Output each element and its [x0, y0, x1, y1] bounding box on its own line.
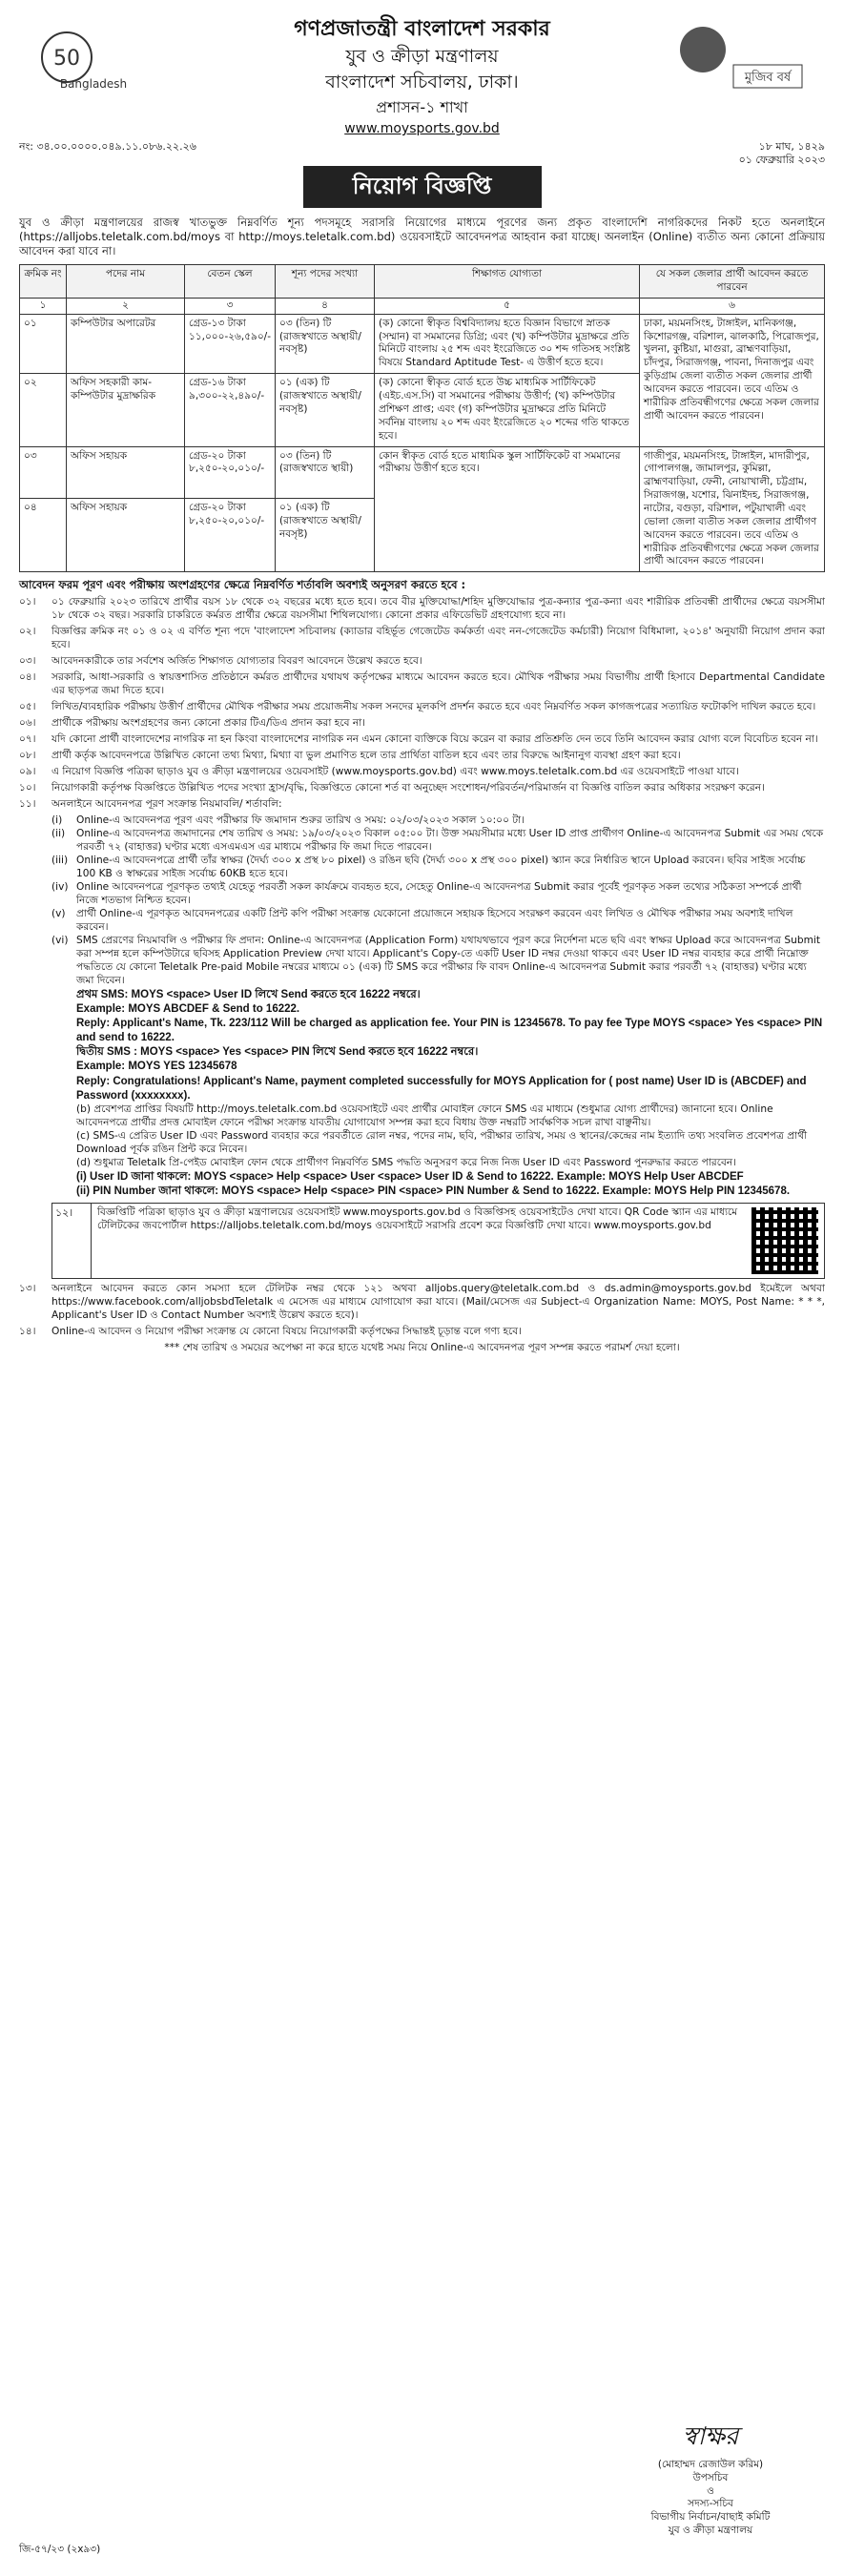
svg-text:মুজিব বর্ষ: মুজিব বর্ষ [744, 71, 792, 85]
svg-text:Bangladesh: Bangladesh [59, 77, 128, 91]
svg-text:50: 50 [53, 47, 80, 71]
online-rule: (v) প্রার্থী Online-এ পূরণকৃত আবেদনপত্রের একটি প্রিন্ট কপি পরীক্ষা সংক্রান্ত যেকোনো প্রয়োজনে সহায়ক হিসেবে সংরক্ষণ করবেন এবং লিখিত ও মৌখিক পরীক্ষার সময় অবশ্যই দাখিল করবেন। [51, 907, 793, 933]
govt-title: গণপ্রজাতন্ত্রী বাংলাদেশ সরকার [294, 17, 550, 41]
footer-reference: জি-৫৭/২৩ (২x৯৩) [19, 2544, 101, 2556]
memo-date: ১৮ মাঘ, ১৪২৯ ০১ ফেব্রুয়ারি ২০২৩ [738, 139, 825, 167]
rule-item: ০১। ০১ ফেব্রুয়ারি ২০২৩ তারিখে প্রার্থীর বয়স ১৮ থেকে ৩২ বছরের মধ্যে হতে হবে। তবে বীর মুক্তিযোদ্ধা/শহিদ মুক্তিযোদ্ধার পুত্র-কন্যার পুত্র-কন্যা এবং শারীরিক প্রতিবন্ধী প্রার্থীদের ক্ষেত্রে বয়সসীমা ১৮ থেকে ৩২ বছর। সরকারি চাকরিতে কর্মরত প্রার্থীর ক্ষেত্রে বয়সসীমা শিথিলযোগ্য। কোনো প্রকার এফিডেভিট গ্রহণযোগ্য হবে না। [19, 596, 825, 622]
table-row: ০৪ অফিস সহায়ক গ্রেড-২০ টাকা ৮,২৫০-২০,০১০/- ০১ (এক) টি (রাজস্বখাতে অস্থায়ী/নবসৃষ্ট) [20, 499, 825, 572]
rules-title: আবেদন ফরম পূরণ এবং পরীক্ষায় অংশগ্রহণের ক্ষেত্রে নিম্নবর্ণিত শর্তাবলি অবশ্যই অনুসরণ করতে হবে : [19, 578, 466, 592]
rule-item: ১১। অনলাইনে আবেদনপত্র পূরণ সংক্রান্ত নিয়মাবলি/ শর্তাবলি: [19, 798, 282, 810]
rule-item: ০৮। প্রার্থী কর্তৃক আবেদনপত্রে উল্লিখিত কোনো তথ্য মিথ্যা, মিথ্যা বা ভুল প্রমাণিত হলে তার প্রার্থিতা বাতিল হবে এবং তার বিরুদ্ধে আইনানুগ ব্যবস্থা গ্রহণ করা হবে। [19, 750, 681, 762]
jobs-table: ক্রমিক নং পদের নাম বেতন স্কেল শূন্য পদের সংখ্যা শিক্ষাগত যোগ্যতা যে সকল জেলার প্রার্থী আবেদন করতে পারবেন ১ ২ ৩ ৪ ৫ ৬ ০১ কম্পিউটার অপারেটর গ্রেড-১৩ টাকা ১১,০০০-২৬,৫৯০/- ০৩ (তিন) টি (রাজস্বখাতে অস্থায়ী/নবসৃষ্ট) (ক) কোনো স্বীকৃত বিশ্ববিদ্যালয় হতে বিজ্ঞান বিভাগে স্নাতক (সম্মান) বা সমমানের ডিগ্রি; এবং (খ) কম্পিউটার মুদ্রাক্ষরে প্রতি মিনিটে বাংলায় ২৫ শব্দ এবং ইংরেজিতে ৩০ শব্দ গতিসহ সংশ্লিষ্ট বিষয়ে Standard Aptitude Test- এ উত্তীর্ণ হতে হবে। ঢাকা, ময়মনসিংহ, টাঙ্গাইল, মানিকগঞ্জ, কিশোরগঞ্জ, বরিশাল, ঝালকাঠি, পিরোজপুর, খুলনা, কুষ্টিয়া, মাগুরা, ব্রাহ্মণবাড়িয়া, চাঁদপুর, সিরাজগঞ্জ, পাবনা, দিনাজপুর এবং কুড়িগ্রাম জেলা ব্যতীত সকল জেলার প্রার্থী আবেদন করতে পারবেন। তবে এতিম ও শারীরিক প্রতিবন্ধীগণের ক্ষেত্রে সকল জেলার প্রার্থী আবেদন করতে পারবেন। ০২ অফিস সহকারী কাম-কম্পিউটার মুদ্রাক্ষরিক গ্রেড-১৬ টাকা ৯,৩০০-২২,৪৯০/- ০১ (এক) টি (রাজস্বখাতে অস্থায়ী/নবসৃষ্ট) (ক) কোনো স্বীকৃত বোর্ড হতে উচ্চ মাধ্যমিক সার্টিফিকেট (এইচ.এস.সি) বা সমমানের পরীক্ষায় উত্তীর্ণ; (খ) কম্পিউটার প্রশিক্ষণ প্রাপ্ত; এবং (গ) কম্পিউটার মুদ্রাক্ষরে প্রতি মিনিটে সর্বনিম্ন বাংলায় ২০ শব্দ এবং ইংরেজিতে ২০ শব্দের গতি থাকতে হবে। ০৩ অফিস সহায়ক গ্রেড-২০ টাকা ৮,২৫০-২০,০১০/- ০৩ (তিন) টি (রাজস্বখাতে স্থায়ী) কোন স্বীকৃত বোর্ড হতে মাধ্যমিক স্কুল সার্টিফিকেট বা সমমানের পরীক্ষায় উত্তীর্ণ হতে হবে। গাজীপুর, ময়মনসিংহ, টাঙ্গাইল, মাদারীপুর, গোপালগঞ্জ, জামালপুর, কুমিল্লা, ব্রাহ্মণবাড়িয়া, ফেনী, নোয়াখালী, চট্টগ্রাম, সিরাজগঞ্জ, যশোর, ঝিনাইদহ, সিরাজগঞ্জ, নাটোর, বগুড়া, বরিশাল, পটুয়াখালী এবং ভোলা জেলা ব্যতীত সকল জেলার প্রার্থীগণ আবেদন করতে পারবেন। তবে এতিম ও শারীরিক প্রতিবন্ধীগণের ক্ষেত্রে সকল জেলার প্রার্থী আবেদন করতে পারবেন। ০৪ অফিস সহায়ক গ্রেড-২০ টাকা ৮,২৫০-২০,০১০/- ০১ (এক) টি (রাজস্বখাতে অস্থায়ী/নবসৃষ্ট) [19, 264, 825, 572]
mujib-borsho-logo [665, 19, 808, 95]
ministry-name: যুব ও ক্রীড়া মন্ত্রণালয় [345, 46, 499, 68]
intro-paragraph: যুব ও ক্রীড়া মন্ত্রণালয়ের রাজস্ব খাতভুক্ত নিম্নবর্ণিত শূন্য পদসমূহে সরাসরি নিয়োগের মাধ্যমে পূরণের জন্য প্রকৃত বাংলাদেশি নাগরিকদের নিকট হতে অনলাইনে (https://alljobs.teletalk.com.bd/moys বা http://moys.teletalk.com.bd) ওয়েবসাইটে আবেদনপত্র আহবান করা যাচ্ছে। অনলাইন (Online) ব্যতীত অন্য কোনো প্রক্রিয়ায় আবেদন করা যাবে না। [19, 215, 825, 258]
rules-list [19, 596, 825, 812]
rule-item: ১০। নিয়োগকারী কর্তৃপক্ষ বিজ্ঞপ্তিতে উল্লিখিত পদের সংখ্যা হ্রাস/বৃদ্ধি, বিজ্ঞপ্তিতে কোনো শর্ত বা অনুচ্ছেদ সংশোধন/পরিবর্তন/পরিমার্জন বা বিজ্ঞপ্তি বাতিল করার অধিকার সংরক্ষণ করেন। [19, 782, 765, 794]
table-row: ০৩ অফিস সহায়ক গ্রেড-২০ টাকা ৮,২৫০-২০,০১০/- ০৩ (তিন) টি (রাজস্বখাতে স্থায়ী) কোন স্বীকৃত বোর্ড হতে মাধ্যমিক স্কুল সার্টিফিকেট বা সমমানের পরীক্ষায় উত্তীর্ণ হতে হবে। গাজীপুর, ময়মনসিংহ, টাঙ্গাইল, মাদারীপুর, গোপালগঞ্জ, জামালপুর, কুমিল্লা, ব্রাহ্মণবাড়িয়া, ফেনী, নোয়াখালী, চট্টগ্রাম, সিরাজগঞ্জ, যশোর, ঝিনাইদহ, সিরাজগঞ্জ, নাটোর, বগুড়া, বরিশাল, পটুয়াখালী এবং ভোলা জেলা ব্যতীত সকল জেলার প্রার্থীগণ আবেদন করতে পারবেন। তবে এতিম ও শারীরিক প্রতিবন্ধীগণের ক্ষেত্রে সকল জেলার প্রার্থী আবেদন করতে পারবেন। [20, 446, 825, 499]
qr-section: ১২। বিজ্ঞপ্তিটি পত্রিকা ছাড়াও যুব ও ক্রীড়া মন্ত্রণালয়ের ওয়েবসাইট www.moysports.gov.bd ও বিজ্ঞপ্তিসহ ওয়েবসাইটেও দেখা যাবে। QR Code স্ক্যান এর মাধ্যমে টেলিটকের জবপোর্টাল https://alljobs.teletalk.com.bd/moys ওয়েবসাইটে সরাসরি প্রবেশ করে বিজ্ঞপ্তিটি দেখা যাবে। www.moysports.gov.bd [51, 1203, 825, 1279]
rule-item: ০৪। সরকারি, আধা-সরকারি ও স্বায়ত্তশাসিত প্রতিষ্ঠানে কর্মরত প্রার্থীদের যথাযথ কর্তৃপক্ষের মাধ্যমে আবেদন করতে হবে। মৌখিক পরীক্ষার সময় বিভাগীয় প্রার্থী হিসাবে Departmental Candidate এর ছাড়পত্র জমা দিতে হবে। [19, 671, 825, 697]
online-rule: (ii) Online-এ আবেদনপত্র জমাদানের শেষ তারিখ ও সময়: ১৯/০৩/২০২৩ বিকাল ০৫:০০ টা। উক্ত সময়সীমার মধ্যে User ID প্রাপ্ত প্রার্থীগণ Online-এ আবেদনপত্র Submit এর সময় থেকে পরবর্তী ৭২ (বাহাত্তর) ঘণ্টার মধ্যে এসএমএস এর মাধ্যমে পরীক্ষার ফি জমা দিতে পারবেন। [51, 827, 824, 853]
col-header: যে সকল জেলার প্রার্থী আবেদন করতে পারবেন [640, 265, 825, 299]
rule-item: ০৩। আবেদনকারীকে তার সর্বশেষ অর্জিত শিক্ষাগত যোগ্যতার বিবরণ আবেদনে উল্লেখ করতে হবে। [19, 655, 422, 668]
col-header: শূন্য পদের সংখ্যা [276, 265, 375, 299]
col-header: পদের নাম [67, 265, 185, 299]
bangladesh-50-logo [36, 21, 151, 97]
sms-instructions: প্রথম SMS: MOYS <space> User ID লিখে Send করতে হবে 16222 নম্বরে। Example: MOYS ABCDEF & Send to 16222. Reply: Applicant's Name, Tk. 223/112 Will be charged as application fee. Your PIN is 12345678. To pay fee Type MOYS <space> Yes <space> PIN and send to 16222. দ্বিতীয় SMS : MOYS <space> Yes <space> PIN লিখে Send করতে হবে 16222 নম্বরে। Example: MOYS YES 12345678 Reply: Congratulations! Applicant's Name, payment completed successfully for MOYS Application for ( post name) User ID is (ABCDEF) and Password (xxxxxxxx). (b) প্রবেশপত্র প্রাপ্তির বিষয়টি http://moys.teletalk.com.bd ওয়েবসাইটে এবং প্রার্থীর মোবাইল ফোনে SMS এর মাধ্যমে (শুধুমাত্র যোগ্য প্রার্থীদের) জানানো হবে। Online আবেদনপত্রে প্রার্থীর প্রদত্ত মোবাইল ফোনে পরীক্ষা সংক্রান্ত যাবতীয় যোগাযোগ সম্পন্ন করা হবে বিধায় উক্ত নম্বরটি সার্বক্ষণিক সচল রাখা বাঞ্ছনীয়। (c) SMS-এ প্রেরিত User ID এবং Password ব্যবহার করে পরবর্তীতে রোল নম্বর, পদের নাম, ছবি, পরীক্ষার তারিখ, সময় ও স্থানের/কেন্দ্রের নাম ইত্যাদি তথ্য সংবলিত প্রবেশপত্র প্রার্থী Download পূর্বক রঙিন প্রিন্ট করে নিবেন। (d) শুধুমাত্র Teletalk প্রি-পেইড মোবাইল ফোন থেকে প্রার্থীগণ নিম্নবর্ণিত SMS পদ্ধতি অনুসরণ করে নিজ নিজ User ID এবং Password পুনরুদ্ধার করতে পারবেন। (i) User ID জানা থাকলে: MOYS <space> Help <space> User <space> User ID & Send to 16222. Example: MOYS Help User ABCDEF (ii) PIN Number জানা থাকলে: MOYS <space> Help <space> PIN <space> PIN Number & Send to 16222. Example: MOYS Help PIN 12345678. [76, 988, 823, 1197]
col-header: বেতন স্কেল [185, 265, 276, 299]
rule-item: ১৪। Online-এ আবেদন ও নিয়োগ পরীক্ষা সংক্রান্ত যে কোনো বিষয়ে নিয়োগকারী কর্তৃপক্ষের সিদ্ধান্তই চূড়ান্ত বলে গণ্য হবে। [19, 1326, 522, 1338]
final-rules [19, 1283, 825, 1339]
signature-block: স্বাক্ষর (মোহাম্মদ রেজাউল করিম) উপসচিব ও সদস্য-সচিব বিভাগীয় নির্বাচন/বাছাই কমিটি যুব ও ক্রীড়া মন্ত্রণালয় [615, 2421, 806, 2538]
online-rule: (vi) SMS প্রেরণের নিয়মাবলি ও পরীক্ষার ফি প্রদান: Online-এ আবেদনপত্র (Application Form) যথাযথভাবে পূরণ করে নির্দেশনা মতে ছবি এবং স্বাক্ষর Upload করে আবেদনপত্র Submit করা সম্পন্ন হলে কম্পিউটারে ছবিসহ Application Preview দেখা যাবে। Applicant's Copy-তে একটি User ID নম্বর দেওয়া থাকবে এবং User ID নম্বর ব্যবহার করে প্রার্থী নিম্নোক্ত পদ্ধতিতে যে কোনো Teletalk Pre-paid Mobile নম্বরের মাধ্যমে ০১ (এক) টি SMS করে পরীক্ষার ফি বাবদ Online-এ আবেদনপত্র Submit করার পরবর্তী ৭২ (বাহাত্তর) ঘণ্টার মধ্যে জমা দিবেন। [51, 934, 820, 986]
rule-item: ০৬। প্রার্থীকে পরীক্ষায় অংশগ্রহণের জন্য কোনো প্রকার টিএ/ডিএ প্রদান করা হবে না। [19, 717, 366, 730]
table-row: ০২ অফিস সহকারী কাম-কম্পিউটার মুদ্রাক্ষরিক গ্রেড-১৬ টাকা ৯,৩০০-২২,৪৯০/- ০১ (এক) টি (রাজস্বখাতে অস্থায়ী/নবসৃষ্ট) (ক) কোনো স্বীকৃত বোর্ড হতে উচ্চ মাধ্যমিক সার্টিফিকেট (এইচ.এস.সি) বা সমমানের পরীক্ষায় উত্তীর্ণ; (খ) কম্পিউটার প্রশিক্ষণ প্রাপ্ত; এবং (গ) কম্পিউটার মুদ্রাক্ষরে প্রতি মিনিটে সর্বনিম্ন বাংলায় ২০ শব্দ এবং ইংরেজিতে ২০ শব্দের গতি থাকতে হবে। [20, 374, 825, 446]
table-row: ০১ কম্পিউটার অপারেটর গ্রেড-১৩ টাকা ১১,০০০-২৬,৫৯০/- ০৩ (তিন) টি (রাজস্বখাতে অস্থায়ী/নবসৃষ্ট) (ক) কোনো স্বীকৃত বিশ্ববিদ্যালয় হতে বিজ্ঞান বিভাগে স্নাতক (সম্মান) বা সমমানের ডিগ্রি; এবং (খ) কম্পিউটার মুদ্রাক্ষরে প্রতি মিনিটে বাংলায় ২৫ শব্দ এবং ইংরেজিতে ৩০ শব্দ গতিসহ সংশ্লিষ্ট বিষয়ে Standard Aptitude Test- এ উত্তীর্ণ হতে হবে। ঢাকা, ময়মনসিংহ, টাঙ্গাইল, মানিকগঞ্জ, কিশোরগঞ্জ, বরিশাল, ঝালকাঠি, পিরোজপুর, খুলনা, কুষ্টিয়া, মাগুরা, ব্রাহ্মণবাড়িয়া, চাঁদপুর, সিরাজগঞ্জ, পাবনা, দিনাজপুর এবং কুড়িগ্রাম জেলা ব্যতীত সকল জেলার প্রার্থী আবেদন করতে পারবেন। তবে এতিম ও শারীরিক প্রতিবন্ধীগণের ক্ষেত্রে সকল জেলার প্রার্থী আবেদন করতে পারবেন। [20, 314, 825, 373]
rule-item: ০৯। এ নিয়োগ বিজ্ঞপ্তি পত্রিকা ছাড়াও যুব ও ক্রীড়া মন্ত্রণালয়ের ওয়েবসাইট (www.moysports.gov.bd) এবং www.moys.teletalk.com.bd এর ওয়েবসাইটে পাওয়া যাবে। [19, 766, 739, 778]
memo-row [19, 140, 825, 168]
rule-item: ১৩। অনলাইনে আবেদন করতে কোন সমস্যা হলে টেলিটক নম্বর থেকে ১২১ অথবা alljobs.query@teletalk.com.bd ও ds.admin@moysports.gov.bd ইমেইলে অথবা https://www.facebook.com/alljobsbdTeletalk এ মেসেজ এর মাধ্যমে যোগাযোগ করা যাবে। (Mail/মেসেজ এর Subject-এ Organization Name: MOYS, Post Name: * * *, Applicant's User ID ও Contact Number অবশ্যই উল্লেখ করতে হবে)। [19, 1283, 825, 1322]
signature: স্বাক্ষর [682, 2421, 739, 2451]
memo-number: নং: ৩৪.০০.০০০০.০৪৯.১১.০৮৬.২২.২৬ [19, 139, 196, 153]
qr-code-icon[interactable] [751, 1207, 818, 1274]
rule-item: ০৭। যদি কোনো প্রার্থী বাংলাদেশের নাগরিক না হন কিংবা বাংলাদেশের নাগরিক নন এমন কোনো ব্যক্তিকে বিয়ে করেন বা করার প্রতিশ্রুতি দেন তবে তিনি আবেদন করার যোগ্য বলে বিবেচিত হবেন না। [19, 733, 818, 746]
secretariat: বাংলাদেশ সচিবালয়, ঢাকা। [325, 72, 519, 93]
online-rule: (iv) Online আবেদনপত্রে পূরণকৃত তথ্যই যেহেতু পরবর্তী সকল কার্যক্রমে ব্যবহৃত হবে, সেহেতু Online-এ আবেদনপত্র Submit করার পূর্বেই পূরণকৃত সকল তথ্যের সঠিকতা সম্পর্কে প্রার্থী নিজে শতভাগ নিশ্চিত হবেন। [51, 880, 802, 906]
online-rule: (iii) Online-এ আবেদনপত্রে প্রার্থী তাঁর স্বাক্ষর (দৈর্ঘ্য ৩০০ x প্রস্থ ৮০ pixel) ও রঙিন ছবি (দৈর্ঘ্য ৩০০ x প্রস্থ ৩০০ pixel) স্ক্যান করে নির্ধারিত স্থানে Upload করবেন। ছবির সাইজ সর্বোচ্চ 100 KB ও স্বাক্ষরের সাইজ সর্বোচ্চ 60KB হতে হবে। [51, 854, 806, 879]
rule-item: ০২। বিজ্ঞপ্তির ক্রমিক নং ০১ ও ০২ এ বর্ণিত শূন্য পদে 'বাংলাদেশ সচিবালয় (ক্যাডার বহির্ভূত গেজেটেড কর্মকর্তা এবং নন-গেজেটেড কর্মচারী) নিয়োগ বিধিমালা, ২০১৪' অনুযায়ী নিয়োগ প্রদান করা হবে। [19, 626, 825, 651]
online-rules [19, 814, 825, 988]
header [19, 15, 825, 167]
col-header: ক্রমিক নং [20, 265, 67, 299]
online-rule: (i) Online-এ আবেদনপত্র পূরণ এবং পরীক্ষার ফি জমাদান শুরুর তারিখ ও সময়: ০২/০৩/২০২৩ সকাল ১০:০০ টা। [51, 814, 525, 826]
deadline-note: *** শেষ তারিখ ও সময়ের অপেক্ষা না করে হাতে যথেষ্ট সময় নিয়ে Online-এ আবেদনপত্র পূরণ সম্পন্ন করতে পরামর্শ দেয়া হলো। [164, 1342, 680, 1353]
col-header: শিক্ষাগত যোগ্যতা [375, 265, 640, 299]
website-link[interactable]: www.moysports.gov.bd [344, 121, 500, 137]
branch: প্রশাসন-১ শাখা [376, 98, 468, 117]
notice-title: নিয়োগ বিজ্ঞপ্তি [303, 166, 542, 208]
rule-item: ০৫। লিখিত/ব্যবহারিক পরীক্ষায় উত্তীর্ণ প্রার্থীদের মৌখিক পরীক্ষার সময় প্রয়োজনীয় সকল সনদের মূলকপি প্রদর্শন করতে হবে এবং নিম্নবর্ণিত সকল কাগজপত্রের সত্যায়িত ফটোকপি দাখিল করতে হবে। [19, 701, 816, 713]
